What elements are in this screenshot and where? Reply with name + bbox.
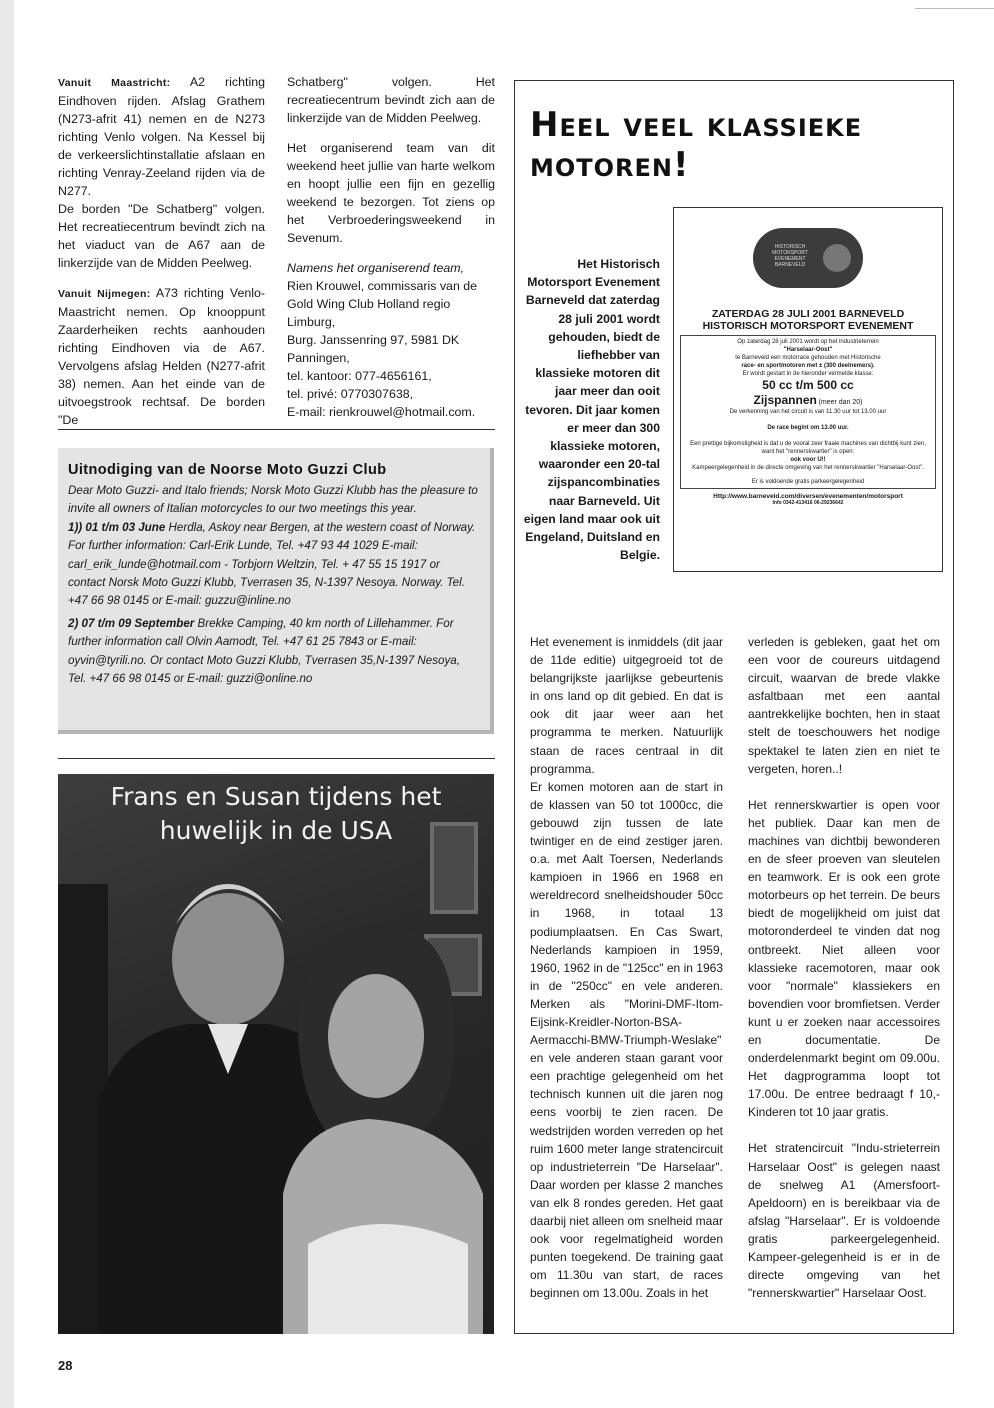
poster-line-2: "Harselaar-Oost"	[783, 347, 833, 353]
nijmegen-label: Vanuit Nijmegen:	[58, 288, 151, 300]
meeting-1-text: Herdla, Askoy near Bergen, at the western coast of Norway. For further information: Carl-Erik Lunde, Tel. +47 93 44 1029 E-mail: carl_erik_lunde@hotmail.com - Torbjorn Weltzin, Tel. + 47 55 15 1917 or contact Norsk Moto Guzzi Klubb, Tverrasen 35, N-1397 Nesoya. Norway. Tel. +47 66 98 0145 or E-mail: guzzu@inline.no	[68, 520, 476, 608]
maastricht-text-2: De borden "De Schatberg" volgen. Het recreatiecentrum bevindt zich na het viaduct van de A67 aan de linkerzijde van de Midden Peelweg.	[58, 202, 265, 270]
top-rule	[915, 8, 994, 9]
article-column-1	[530, 633, 723, 1302]
article-col2-p2: Het rennerskwartier is open voor het publiek. Daar kan men de machines van dichtbij bewonderen en de sfeer proeven van sleutelen en teamwork. Er is ook een grote motorbeurs op het terrein. De beurs biedt de mogelijkheid om juist dat motoronderdeel te vinden dat nog ontbreekt. Niet alleen voor klassieke racemotoren, maar ook voor "normale" klassiekers en bovendien voor bromfietsen. Verder kunt u er zoeken naar accessoires en documentatie. De onderdelenmarkt begint om 09.00u. Het dagprogramma loopt tot 17.00u. De entree bedraagt f 10,- Kinderen tot 10 jaar gratis.	[748, 797, 940, 1120]
welcome-text: Het organiserend team van dit weekend heet jullie van harte welkom en hoopt jullie een fijn en gezellig weekend te bezorgen. Tot ziens op het Verbroederingsweekend in Sevenum.	[287, 141, 495, 245]
section-divider-2	[58, 758, 495, 759]
invitation-box	[58, 448, 494, 734]
wedding-photo	[58, 774, 494, 1334]
nijmegen-text: A73 richting Venlo-Maastricht nemen. Op knooppunt Zaarderheiken rechts aanhouden richting Eindhoven via de A67. Vervolgens afslag Helden (N277-afrit 38) nemen. Aan het einde van de uitvoegstrook rechtsaf. De borden "De	[58, 286, 265, 427]
event-poster	[673, 207, 943, 572]
poster-line-10: Kampeergelegenheid in de directe omgeving van het rennerskwartier "Harselaar-Oost".	[692, 465, 924, 471]
poster-line-7: De race begint om 13.00 uur.	[767, 425, 849, 431]
article-headline	[530, 105, 950, 185]
article-column-2	[748, 633, 940, 1314]
invitation-intro: Dear Moto Guzzi- and Italo friends; Norsk Moto Guzzi Klubb has the pleasure to invite all owners of Italian motorcycles to our two meetings this year.	[68, 484, 478, 516]
directions-column-1	[58, 73, 265, 441]
photo-caption-line-1: Frans en Susan tijdens het	[110, 782, 442, 811]
poster-headline-2: HISTORISCH MOTORSPORT EVENEMENT	[702, 320, 914, 332]
article-col1-p1: Het evenement is inmiddels (dit jaar de 11de editie) uitgegroeid tot de belangrijkste jaarlijkse gebeurtenis in ons land op dit gebied. En dat is ook dit jaar weer aan het programma te merken. Natuurlijk staan de races centraal in dit programma.	[530, 635, 723, 776]
directions-column-2	[287, 73, 495, 421]
poster-line-4: race- en sportmotoren met ± (300 deelnemers).	[741, 363, 875, 369]
poster-classes: 50 cc t/m 500 cc	[762, 378, 854, 392]
meeting-2-text: Brekke Camping, 40 km north of Lillehammer. For further information call Olvin Aamodt, Tel. +47 61 25 7843 or E-mail: oyvin@tyrili.no. Or contact Moto Guzzi Klubb, Tverrasen 35,N-1397 Nesoya, Tel. +47 66 98 0145 or E-mail: guzzi@online.no	[68, 616, 460, 686]
invitation-title: Uitnodiging van de Noorse Moto Guzzi Club	[68, 462, 387, 478]
poster-line-8: Een prettige bijkomstigheid is dat u de vooral zeer fraaie machines van dichtbij kunt zien, want het "rennerskwartier" is open:	[690, 441, 926, 455]
logo-text: HISTORISCH MOTORSPORT EVENEMENT BARNEVELD	[772, 244, 808, 268]
article-col1-p2: Er komen motoren aan de start in de klassen van 50 tot 1000cc, die gebouwd zijn tussen de late twintiger en de eind zestiger jaren. o.a. met Aalt Toersen, Nederlands kampioen in 1966 en 1968 en wereldrecord snelheidshouder 50cc in 1968, in totaal 13 podiumplaatsen. En Cas Swart, Nederlands kampioen in 1959, 1960, 1962 in de "125cc" en in 1963 in de "250cc" en vele anderen. Merken als "Morini-DMF-Itom-Eijsink-Kreidler-Norton-BSA-Aermacchi-BMW-Triumph-Weslake" en vele anderen staan garant voor een prachtige gelegenheid om het technisch kunnen uit die jaren nog eens voorbij te zien racen. De wedstrijden worden verreden op het ruim 1600 meter lange stratencircuit op industrieterrein "De Harselaar". Daar worden per klasse 2 manches van elk 8 rondes gereden. Het gaat daarbij niet alleen om snelheid maar ook voor regelmatigheid worden punten toegekend. De training gaat om 11.30u van start, de races beginnen om 13.00u. Zoals in het	[530, 779, 723, 1301]
poster-line-11: Er is voldoende gratis parkeergelegenheid	[751, 479, 865, 485]
maastricht-text: A2 richting Eindhoven rijden. Afslag Grathem (N273-afrit 41) nemen en de N273 richting Venlo volgen. Na Kessel bij de verkeerslichtinstallatie afslaan en richting Venray-Zeeland rijden via de N277.	[58, 75, 265, 198]
poster-details	[680, 335, 936, 489]
signature-tel-private: tel. privé: 0770307638,	[287, 387, 414, 401]
headline-line-1: Heel veel klassieke	[530, 105, 863, 145]
signature-block	[287, 259, 495, 421]
photo-caption	[58, 780, 494, 848]
signature-intro: Namens het organiserend team,	[287, 261, 465, 275]
signature-tel-office: tel. kantoor: 077-4656161,	[287, 369, 432, 383]
motorcycle-icon	[823, 244, 851, 272]
couple-silhouette	[58, 774, 494, 1334]
invitation-body	[68, 482, 480, 688]
signature-address: Burg. Janssenring 97, 5981 DK Panningen,	[287, 333, 460, 365]
poster-line-1: Op zaterdag 28 juli 2001 wordt op het industrieterrein	[737, 339, 879, 345]
photo-caption-line-2: huwelijk in de USA	[159, 816, 393, 845]
poster-line-9: ook voor U!!	[790, 457, 826, 463]
poster-line-5: Er wordt gestart in de hieronder vermelde klasse:	[742, 371, 874, 377]
poster-url: Http://www.barneveld.com/diversen/evenementen/motorsport	[713, 493, 903, 500]
poster-sidecars: Zijspannen	[753, 393, 817, 407]
headline-line-2: motoren!	[530, 145, 690, 185]
article-intro: Het Historisch Motorsport Evenement Barneveld dat zaterdag 28 juli 2001 wordt gehouden, biedt de liefhebber van klassieke motoren dit jaar meer dan ooit tevoren. Dit jaar komen er meer dan 300 klassieke motoren, waaronder een 20-tal zijspancombinaties naar Barneveld. Uit eigen land maar ook uit Engeland, Duitsland en Belgie.	[523, 257, 660, 563]
section-divider	[58, 429, 495, 430]
poster-sidecars-note: (meer dan 20)	[818, 399, 863, 406]
meeting-1-date: 1)) 01 t/m 03 June	[68, 520, 166, 534]
signature-email: E-mail: rienkrouwel@hotmail.com.	[287, 405, 476, 419]
poster-line-6: De verkenning van het circuit is van 11.30 uur tot 13.00 uur	[729, 409, 887, 415]
article-col2-p1: verleden is gebleken, gaat het om een voor de coureurs uitdagend circuit, waarvan de brede vlakke asfaltbaan met een aantal aantrekkelijke bochten, hen in staat stelt de toeschouwers het nodige spektakel te laten zien en niet te vergeten, horen..!	[748, 635, 940, 776]
poster-line-3: te Barneveld een motorrace gehouden met Historische	[735, 355, 881, 361]
article-col2-p3: Het stratencircuit "Indu-strieterrein Harselaar Oost" is gelegen naast de snelweg A1 (Amersfoort-Apeldoorn) en is bereikbaar via de afslag "Harselaar". Er is voldoende gratis parkeergelegenheid. Kampeer-gelegenheid is er in de directe omgeving van het "rennerskwartier" Harselaar Oost.	[748, 1141, 940, 1301]
poster-headline-1: ZATERDAG 28 JULI 2001 BARNEVELD	[711, 308, 905, 320]
scan-margin	[0, 0, 14, 1408]
poster-info: Info 0342-413416 06-29236642	[772, 500, 844, 506]
meeting-2-date: 2) 07 t/m 09 September	[68, 616, 195, 630]
page-number: 28	[58, 1358, 73, 1373]
directions-cont: Schatberg" volgen. Het recreatiecentrum bevindt zich aan de linkerzijde van de Midden Peelweg.	[287, 75, 495, 125]
event-logo	[753, 228, 863, 288]
maastricht-label: Vanuit Maastricht:	[58, 77, 171, 89]
signature-name: Rien Krouwel, commissaris van de Gold Wing Club Holland regio Limburg,	[287, 279, 478, 329]
